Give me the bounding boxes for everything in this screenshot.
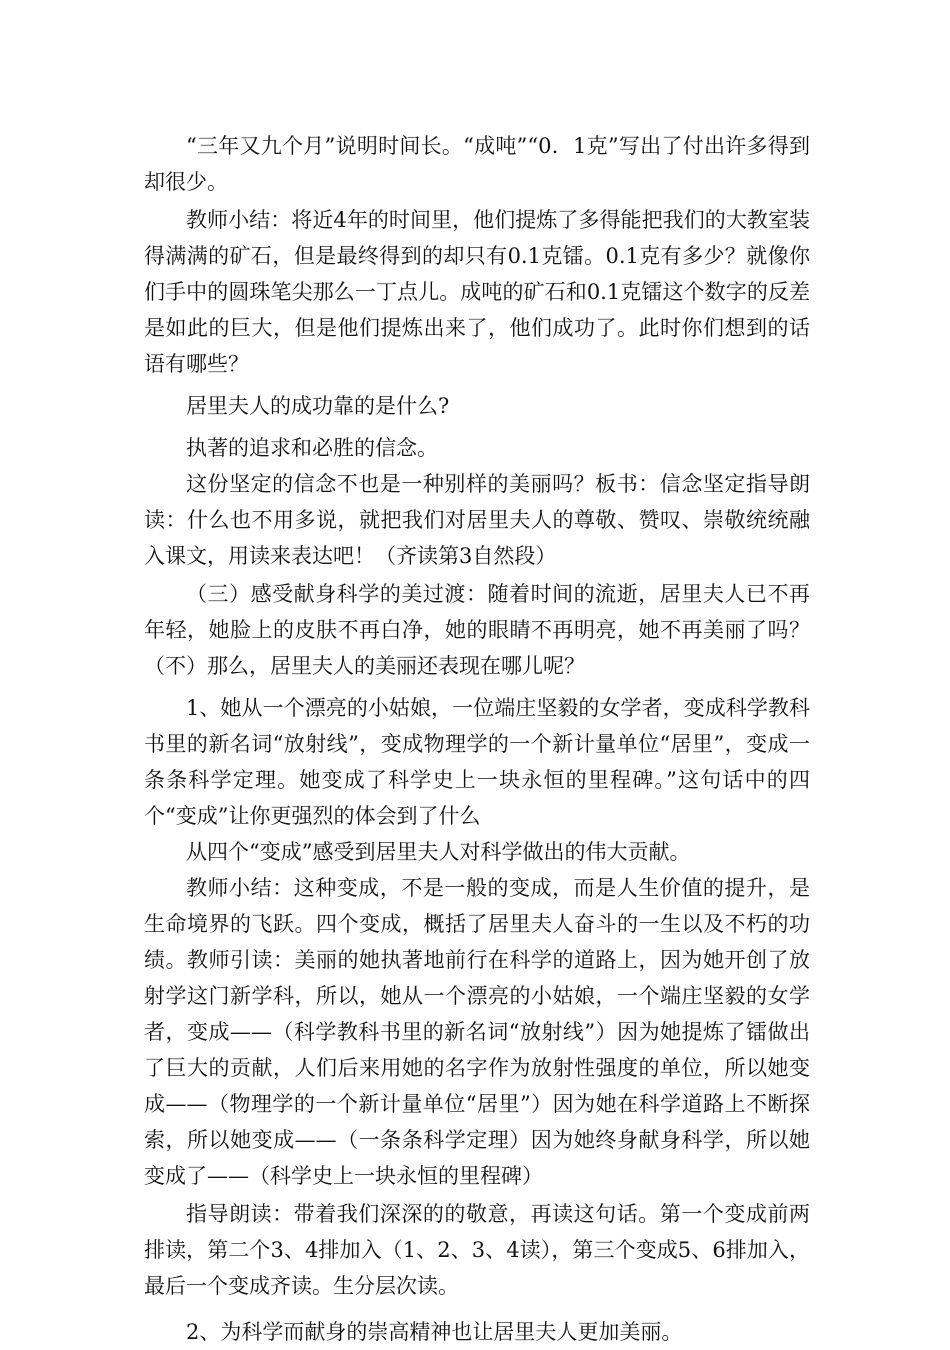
paragraph-section-three-transition: （三）感受献身科学的美过渡：随着时间的流逝，居里夫人已不再年轻，她脸上的皮肤不再白净，她的眼睛不再明亮，她不再美丽了吗？（不）那么，居里夫人的美丽还表现在哪儿呢？ (144, 582, 810, 678)
document-body (144, 128, 810, 1350)
paragraph-four-changes: 1、她从一个漂亮的小姑娘，一位端庄坚毅的女学者，变成科学教科书里的新名词“放射线”，变成物理学的一个新计量单位“居里”，变成一条条科学定理。她变成了科学史上一块永恒的里程碑。”这句话中的四个“变成”让你更强烈的体会到了什么 (144, 696, 810, 828)
paragraph-time-explanation: “三年又九个月”说明时间长。“成吨”“0．1克”写出了付出许多得到却很少。 (144, 134, 810, 194)
paragraph-layered-reading: 指导朗读：带着我们深深的的敬意，再读这句话。第一个变成前两排读，第二个3、4排加入（1、2、3、4读），第三个变成5、6排加入，最后一个变成齐读。生分层次读。 (144, 1202, 810, 1298)
paragraph-teacher-guided-reading: 教师小结：这种变成，不是一般的变成，而是人生价值的提升，是生命境界的飞跃。四个变成，概括了居里夫人奋斗的一生以及不朽的功绩。教师引读：美丽的她执著地前行在科学的道路上，因为她开创了放射学这门新学科，所以，她从一个漂亮的小姑娘，一个端庄坚毅的女学者，变成——（科学教科书里的新名词“放射线”）因为她提炼了镭做出了巨大的贡献，人们后来用她的名字作为放射性强度的单位，所以她变成——（物理学的一个新计量单位“居里”）因为她在科学道路上不断探索，所以她变成——（一条条科学定理）因为她终身献身科学，所以她变成了——（科学史上一块永恒的里程碑） (144, 876, 810, 1188)
paragraph-teacher-summary-radium: 教师小结：将近4年的时间里，他们提炼了多得能把我们的大教室装得满满的矿石，但是最终得到的却只有0.1克镭。0.1克有多少？就像你们手中的圆珠笔尖那么一丁点儿。成吨的矿石和0.1克镭这个数字的反差是如此的巨大，但是他们提炼出来了，他们成功了。此时你们想到的话语有哪些？ (144, 208, 810, 376)
paragraph-contribution: 从四个“变成”感受到居里夫人对科学做出的伟大贡献。 (186, 840, 691, 864)
paragraph-question-success: 居里夫人的成功靠的是什么? (186, 394, 450, 418)
paragraph-answer-belief: 执著的追求和必胜的信念。 (186, 436, 438, 460)
paragraph-belief-reading-guide: 这份坚定的信念不也是一种别样的美丽吗？板书：信念坚定指导朗读：什么也不用多说，就把我们对居里夫人的尊敬、赞叹、崇敬统统融入课文，用读来表达吧！（齐读第3自然段） (144, 472, 810, 568)
paragraph-dedication: 2、为科学而献身的崇高精神也让居里夫人更加美丽。 (186, 1320, 683, 1344)
